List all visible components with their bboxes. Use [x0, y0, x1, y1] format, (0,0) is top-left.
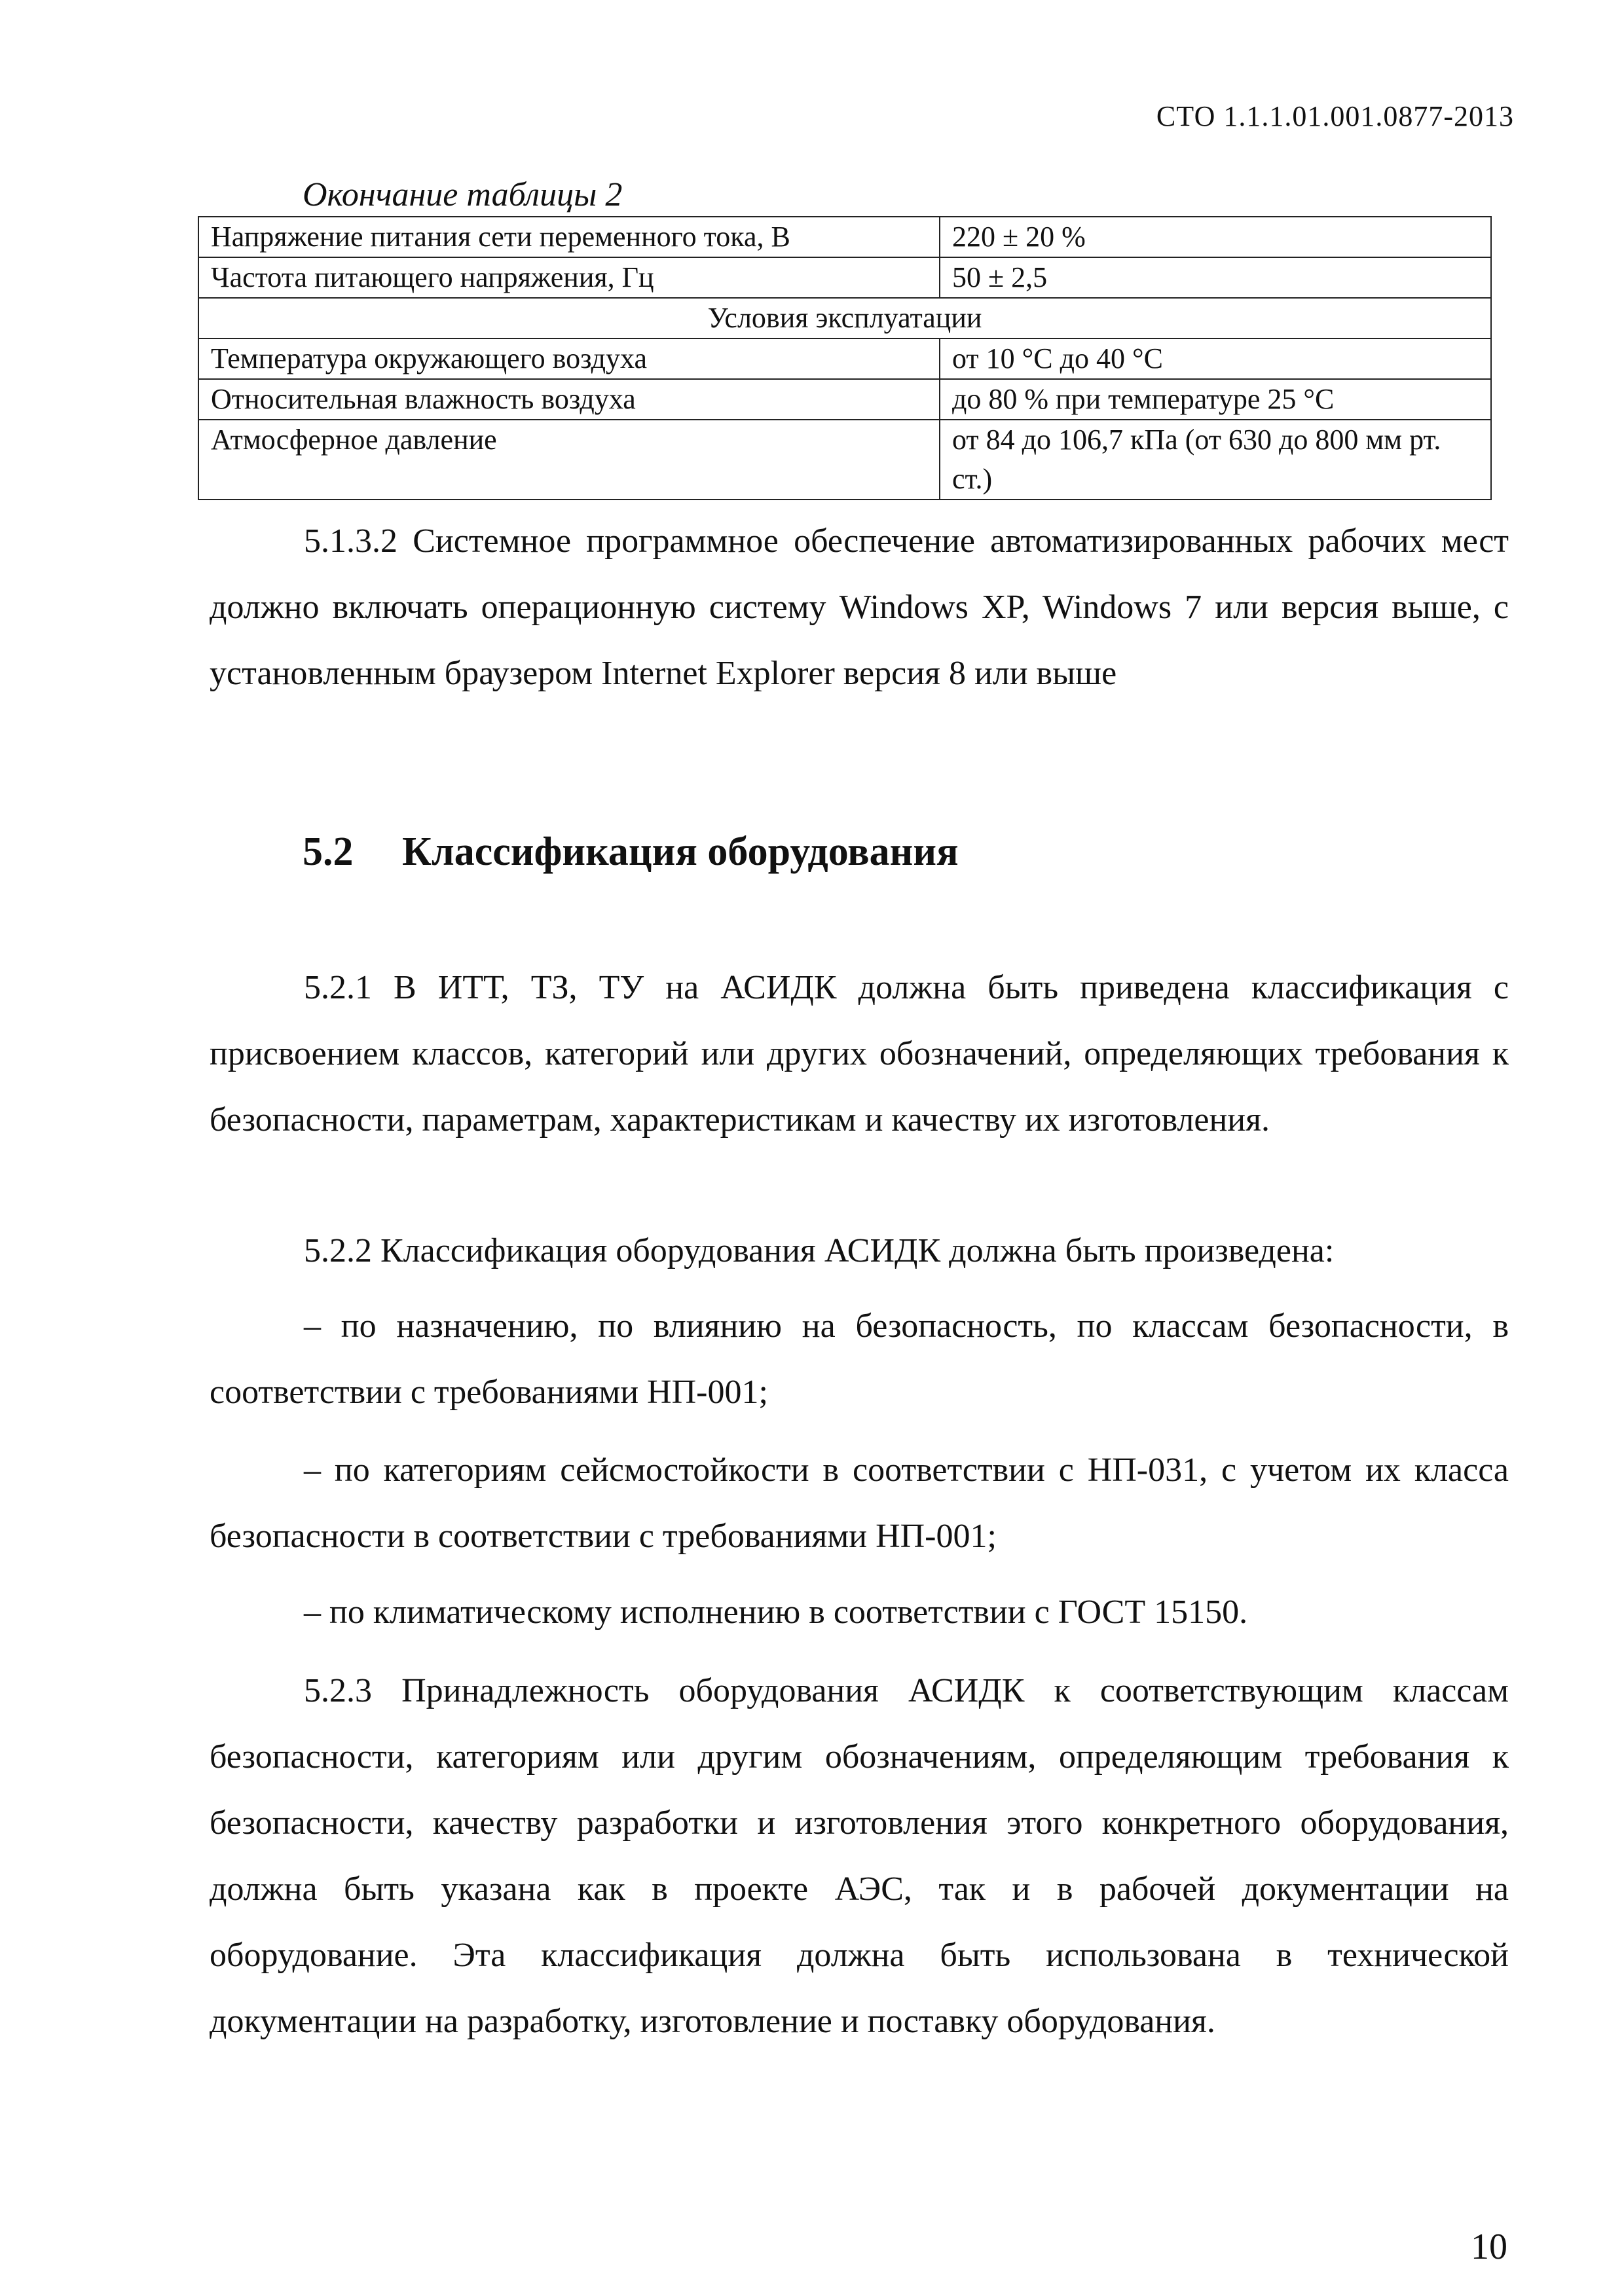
paragraph-5-2-2: 5.2.2 Классификация оборудования АСИДК должна быть произведена:: [304, 1232, 1335, 1269]
document-code: СТО 1.1.1.01.001.0877-2013: [1156, 100, 1514, 132]
table-cell-value: 50 ± 2,5: [940, 257, 1491, 298]
table-cell-name: Напряжение питания сети переменного тока, В: [198, 217, 940, 257]
table-cell-value: до 80 % при температуре 25 °С: [940, 379, 1491, 420]
table-cell-name: Атмосферное давление: [198, 420, 940, 500]
paragraph-5-2-3: 5.2.3 Принадлежность оборудования АСИДК к соответствующим классам безопасности, категориям или другим обозначениям, определяющим требования к безопасности, качеству разработки и изготовления этого конкретного оборудования, должна быть указана как в проекте АЭС, так и в рабочей документации на оборудование. Эта классификация должна быть использована в технической документации на разработку, изготовление и поставку оборудования.: [210, 1672, 1509, 2040]
table-cell-name: Относительная влажность воздуха: [198, 379, 940, 420]
list-item: – по климатическому исполнению в соответствии с ГОСТ 15150.: [304, 1594, 1248, 1631]
section-heading-number: 5.2: [303, 829, 354, 874]
table-cell-name: Частота питающего напряжения, Гц: [198, 257, 940, 298]
table-row: [198, 420, 1491, 500]
table-section-title: Условия эксплуатации: [198, 298, 1491, 338]
specification-table: [198, 216, 1492, 500]
table-row: [198, 379, 1491, 420]
list-item: – по категориям сейсмостойкости в соответствии с НП-031, с учетом их класса безопасности в соответствии с требованиями НП-001;: [210, 1451, 1509, 1555]
table-row: [198, 217, 1491, 257]
section-heading-title: Классификация оборудования: [402, 829, 959, 874]
table-section-row: [198, 298, 1491, 338]
table-cell-value: 220 ± 20 %: [940, 217, 1491, 257]
paragraph-5-1-3-2: 5.1.3.2 Системное программное обеспечение автоматизированных рабочих мест должно включать операционную систему Windows XP, Windows 7 или версия выше, с установленным браузером Internet Explorer версия 8 или выше: [210, 522, 1509, 692]
table-cell-name: Температура окружающего воздуха: [198, 338, 940, 379]
table-cell-value: от 84 до 106,7 кПа (от 630 до 800 мм рт. ст.): [940, 420, 1491, 500]
section-heading: [303, 829, 959, 875]
list-item: – по назначению, по влиянию на безопасность, по классам безопасности, в соответствии с требованиями НП-001;: [210, 1307, 1509, 1411]
table-cell-value: от 10 °С до 40 °С: [940, 338, 1491, 379]
paragraph-5-2-1: 5.2.1 В ИТТ, ТЗ, ТУ на АСИДК должна быть приведена классификация с присвоением классов, категорий или других обозначений, определяющих требования к безопасности, параметрам, характеристикам и качеству их изготовления.: [210, 969, 1509, 1139]
table-row: [198, 338, 1491, 379]
table-caption: Окончание таблицы 2: [303, 176, 623, 213]
table-row: [198, 257, 1491, 298]
page-number: 10: [1471, 2227, 1507, 2267]
